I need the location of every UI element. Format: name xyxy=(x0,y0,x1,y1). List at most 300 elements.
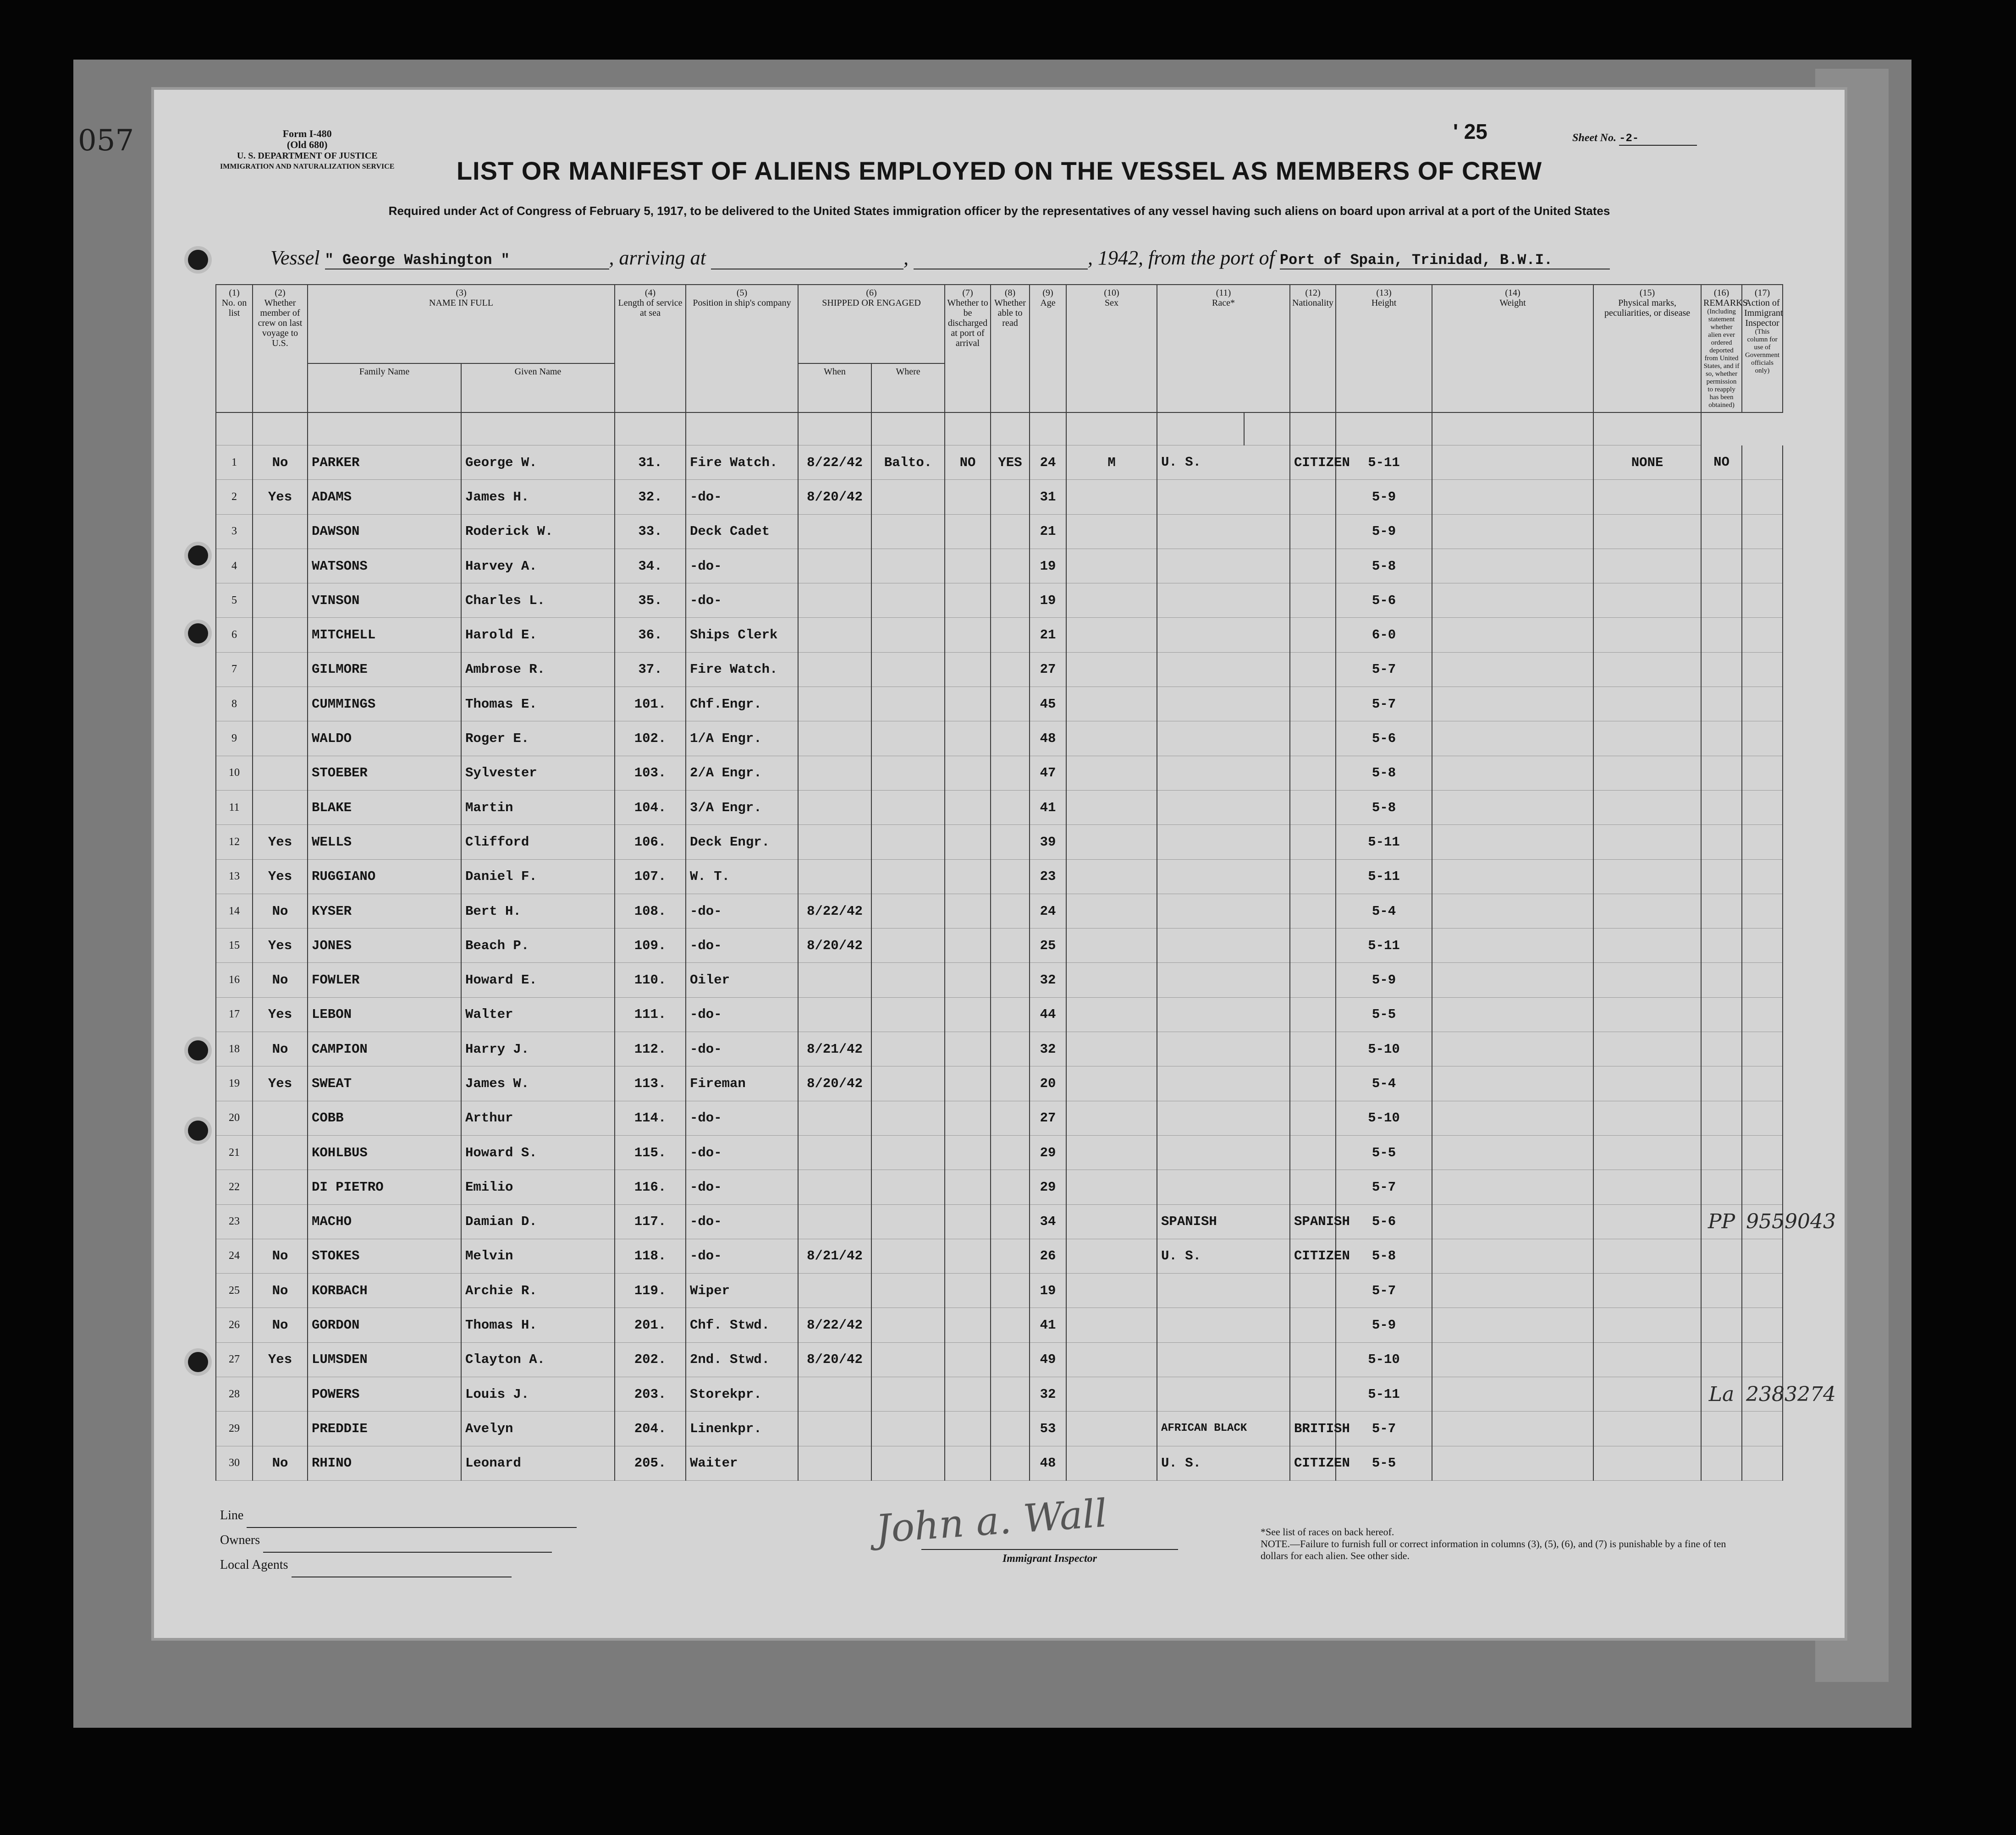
previous-voyage-cell xyxy=(253,583,308,618)
inspector-action-cell xyxy=(1742,480,1783,514)
given-name-cell: Louis J. xyxy=(461,1377,615,1412)
shipped-when-cell xyxy=(798,721,871,756)
family-name-cell: FOWLER xyxy=(308,963,461,997)
position-cell: Chf.Engr. xyxy=(686,687,798,721)
position-cell: -do- xyxy=(686,997,798,1032)
able-to-read-cell xyxy=(991,583,1030,618)
shipped-when-cell xyxy=(798,652,871,687)
previous-voyage-cell: Yes xyxy=(253,1066,308,1101)
age-cell: 24 xyxy=(1030,445,1066,480)
height-cell: 5-11 xyxy=(1336,928,1432,963)
able-to-read-cell xyxy=(991,1308,1030,1342)
shipped-when-cell xyxy=(798,618,871,652)
sex-cell xyxy=(1066,721,1157,756)
family-name-cell: WELLS xyxy=(308,825,461,859)
race-cell xyxy=(1157,963,1290,997)
sheet-number xyxy=(1572,132,1697,146)
weight-cell xyxy=(1432,583,1593,618)
sex-cell xyxy=(1066,894,1157,928)
sex-cell xyxy=(1066,1239,1157,1273)
remarks-cell xyxy=(1701,1412,1742,1446)
family-name-cell: ADAMS xyxy=(308,480,461,514)
age-cell: 32 xyxy=(1030,963,1066,997)
previous-voyage-cell xyxy=(253,1170,308,1204)
service-length-cell: 112. xyxy=(615,1032,686,1066)
row-number-cell: 15 xyxy=(216,928,253,963)
nationality-cell xyxy=(1290,618,1336,652)
discharged-cell xyxy=(945,859,991,894)
previous-voyage-cell: No xyxy=(253,963,308,997)
service-length-cell: 117. xyxy=(615,1204,686,1239)
able-to-read-cell xyxy=(991,790,1030,824)
shipped-when-cell xyxy=(798,1274,871,1308)
able-to-read-cell xyxy=(991,514,1030,549)
race-cell xyxy=(1157,549,1290,583)
family-name-cell: LEBON xyxy=(308,997,461,1032)
binder-hole xyxy=(188,1040,208,1060)
position-cell: -do- xyxy=(686,583,798,618)
nationality-cell: CITIZEN xyxy=(1290,445,1336,480)
given-name-cell: Clayton A. xyxy=(461,1342,615,1377)
shipped-where-cell xyxy=(871,514,945,549)
age-cell: 41 xyxy=(1030,1308,1066,1342)
weight-cell xyxy=(1432,1342,1593,1377)
row-number-cell: 13 xyxy=(216,859,253,894)
weight-cell xyxy=(1432,1412,1593,1446)
physical-marks-cell xyxy=(1593,1170,1701,1204)
race-cell xyxy=(1157,894,1290,928)
shipped-when-cell xyxy=(798,1101,871,1135)
age-cell: 48 xyxy=(1030,721,1066,756)
age-cell: 19 xyxy=(1030,549,1066,583)
discharged-cell xyxy=(945,1135,991,1170)
weight-cell xyxy=(1432,1274,1593,1308)
discharged-cell xyxy=(945,894,991,928)
sex-cell xyxy=(1066,1170,1157,1204)
race-cell xyxy=(1157,1274,1290,1308)
family-name-cell: DAWSON xyxy=(308,514,461,549)
sex-cell xyxy=(1066,652,1157,687)
inspector-action-cell xyxy=(1742,445,1783,480)
remarks-cell xyxy=(1701,894,1742,928)
physical-marks-cell xyxy=(1593,652,1701,687)
physical-marks-cell xyxy=(1593,721,1701,756)
table-row xyxy=(216,825,1783,859)
remarks-cell xyxy=(1701,1446,1742,1480)
weight-cell xyxy=(1432,790,1593,824)
shipped-when-cell: 8/20/42 xyxy=(798,928,871,963)
remarks-cell xyxy=(1701,825,1742,859)
inspector-action-cell xyxy=(1742,825,1783,859)
discharged-cell xyxy=(945,549,991,583)
race-cell xyxy=(1157,825,1290,859)
race-cell xyxy=(1157,652,1290,687)
shipped-where-cell xyxy=(871,1308,945,1342)
family-name-cell: SWEAT xyxy=(308,1066,461,1101)
height-cell: 5-11 xyxy=(1336,445,1432,480)
discharged-cell xyxy=(945,1239,991,1273)
row-number-cell: 6 xyxy=(216,618,253,652)
previous-voyage-cell: No xyxy=(253,1032,308,1066)
height-cell: 5-8 xyxy=(1336,756,1432,790)
height-cell: 5-7 xyxy=(1336,687,1432,721)
able-to-read-cell xyxy=(991,1135,1030,1170)
row-number-cell: 16 xyxy=(216,963,253,997)
previous-voyage-cell xyxy=(253,756,308,790)
remarks-cell: NO xyxy=(1701,445,1742,480)
discharged-cell xyxy=(945,1170,991,1204)
position-cell: Fire Watch. xyxy=(686,652,798,687)
col-header-11: (11) Race* xyxy=(1157,285,1290,412)
position-cell: -do- xyxy=(686,480,798,514)
previous-voyage-cell xyxy=(253,652,308,687)
height-cell: 5-9 xyxy=(1336,514,1432,549)
family-name-cell: POWERS xyxy=(308,1377,461,1412)
footnotes xyxy=(1261,1526,1746,1562)
sex-cell xyxy=(1066,756,1157,790)
line-field: Line xyxy=(220,1503,577,1528)
height-cell: 5-6 xyxy=(1336,1204,1432,1239)
shipped-where-cell xyxy=(871,1342,945,1377)
previous-voyage-cell: No xyxy=(253,1239,308,1273)
remarks-cell xyxy=(1701,1342,1742,1377)
physical-marks-cell xyxy=(1593,928,1701,963)
shipped-when-cell xyxy=(798,1377,871,1412)
physical-marks-cell xyxy=(1593,687,1701,721)
nationality-cell xyxy=(1290,825,1336,859)
sex-cell xyxy=(1066,1342,1157,1377)
discharged-cell xyxy=(945,825,991,859)
inspector-action-cell xyxy=(1742,1274,1783,1308)
family-name-cell: GILMORE xyxy=(308,652,461,687)
age-cell: 19 xyxy=(1030,1274,1066,1308)
race-cell xyxy=(1157,997,1290,1032)
remarks-cell xyxy=(1701,721,1742,756)
position-cell: Linenkpr. xyxy=(686,1412,798,1446)
age-cell: 53 xyxy=(1030,1412,1066,1446)
weight-cell xyxy=(1432,1066,1593,1101)
able-to-read-cell xyxy=(991,963,1030,997)
age-cell: 47 xyxy=(1030,756,1066,790)
row-number-cell: 7 xyxy=(216,652,253,687)
race-cell xyxy=(1157,721,1290,756)
physical-marks-cell: NONE xyxy=(1593,445,1701,480)
age-cell: 34 xyxy=(1030,1204,1066,1239)
discharged-cell xyxy=(945,997,991,1032)
given-name-cell: Clifford xyxy=(461,825,615,859)
document-subtitle: Required under Act of Congress of February 5, 1917, to be delivered to the United States immigration officer by the representatives of any vessel having such aliens on board upon arrival at a port of the United States xyxy=(388,204,1610,218)
previous-voyage-cell: Yes xyxy=(253,928,308,963)
physical-marks-cell xyxy=(1593,618,1701,652)
position-cell: 1/A Engr. xyxy=(686,721,798,756)
shipped-where-cell xyxy=(871,1274,945,1308)
service-length-cell: 108. xyxy=(615,894,686,928)
physical-marks-cell xyxy=(1593,1101,1701,1135)
given-name-cell: Howard S. xyxy=(461,1135,615,1170)
weight-cell xyxy=(1432,997,1593,1032)
service-length-cell: 111. xyxy=(615,997,686,1032)
shipped-when-cell: 8/21/42 xyxy=(798,1032,871,1066)
able-to-read-cell xyxy=(991,1412,1030,1446)
crew-manifest-table xyxy=(215,284,1836,1481)
inspector-action-cell xyxy=(1742,1308,1783,1342)
previous-voyage-cell xyxy=(253,1101,308,1135)
table-row xyxy=(216,687,1783,721)
sex-cell xyxy=(1066,1308,1157,1342)
family-name-cell: KYSER xyxy=(308,894,461,928)
given-name-cell: Arthur xyxy=(461,1101,615,1135)
given-name-cell: Thomas H. xyxy=(461,1308,615,1342)
given-name-cell: George W. xyxy=(461,445,615,480)
height-cell: 5-5 xyxy=(1336,997,1432,1032)
age-cell: 44 xyxy=(1030,997,1066,1032)
given-name-cell: James H. xyxy=(461,480,615,514)
age-cell: 49 xyxy=(1030,1342,1066,1377)
able-to-read-cell xyxy=(991,894,1030,928)
given-name-cell: Damian D. xyxy=(461,1204,615,1239)
service-length-cell: 37. xyxy=(615,652,686,687)
shipped-where-cell xyxy=(871,997,945,1032)
row-number-cell: 3 xyxy=(216,514,253,549)
height-cell: 5-6 xyxy=(1336,583,1432,618)
shipped-where-cell xyxy=(871,721,945,756)
penalty-note: NOTE.—Failure to furnish full or correct information in columns (3), (5), (6), and (7) is punishable by a fine of ten dollars for each alien. See other side. xyxy=(1261,1538,1726,1561)
shipped-where-cell xyxy=(871,790,945,824)
inspector-signature: John a. Wall xyxy=(874,1490,1109,1552)
age-cell: 32 xyxy=(1030,1032,1066,1066)
inspector-action-cell xyxy=(1742,963,1783,997)
remarks-cell xyxy=(1701,1135,1742,1170)
age-cell: 45 xyxy=(1030,687,1066,721)
shipped-where-cell xyxy=(871,756,945,790)
shipped-when-cell: 8/20/42 xyxy=(798,1342,871,1377)
table-row xyxy=(216,1446,1783,1480)
remarks-cell xyxy=(1701,1274,1742,1308)
position-cell: -do- xyxy=(686,1170,798,1204)
service-length-cell: 118. xyxy=(615,1239,686,1273)
height-cell: 5-10 xyxy=(1336,1342,1432,1377)
able-to-read-cell xyxy=(991,618,1030,652)
service-length-cell: 109. xyxy=(615,928,686,963)
family-name-cell: WATSONS xyxy=(308,549,461,583)
nationality-cell: CITIZEN xyxy=(1290,1446,1336,1480)
position-cell: 2/A Engr. xyxy=(686,756,798,790)
col-header-3: (3) NAME IN FULL xyxy=(308,285,615,363)
height-cell: 5-11 xyxy=(1336,859,1432,894)
nationality-cell xyxy=(1290,1342,1336,1377)
inspector-action-cell xyxy=(1742,1170,1783,1204)
row-number-cell: 23 xyxy=(216,1204,253,1239)
shipped-where-cell xyxy=(871,894,945,928)
sex-cell xyxy=(1066,928,1157,963)
service-length-cell: 110. xyxy=(615,963,686,997)
vessel-line xyxy=(270,245,1696,271)
manifest-sheet xyxy=(78,87,1847,1641)
physical-marks-cell xyxy=(1593,1239,1701,1273)
remarks-cell xyxy=(1701,859,1742,894)
discharged-cell xyxy=(945,480,991,514)
physical-marks-cell xyxy=(1593,514,1701,549)
family-name-cell: WALDO xyxy=(308,721,461,756)
col-header-5: (5) Position in ship's company xyxy=(686,285,798,412)
height-cell: 5-4 xyxy=(1336,1066,1432,1101)
row-number-cell: 2 xyxy=(216,480,253,514)
able-to-read-cell xyxy=(991,756,1030,790)
shipped-where-cell: Balto. xyxy=(871,445,945,480)
physical-marks-cell xyxy=(1593,1342,1701,1377)
shipped-where-cell xyxy=(871,1170,945,1204)
family-name-cell: CUMMINGS xyxy=(308,687,461,721)
weight-cell xyxy=(1432,825,1593,859)
inspector-action-cell xyxy=(1742,928,1783,963)
height-cell: 5-10 xyxy=(1336,1032,1432,1066)
given-name-cell: Archie R. xyxy=(461,1274,615,1308)
physical-marks-cell xyxy=(1593,894,1701,928)
previous-voyage-cell xyxy=(253,1135,308,1170)
table-row xyxy=(216,1308,1783,1342)
previous-voyage-cell xyxy=(253,1204,308,1239)
weight-cell xyxy=(1432,1204,1593,1239)
local-agents-field: Local Agents xyxy=(220,1553,577,1577)
inspector-action-cell xyxy=(1742,1446,1783,1480)
physical-marks-cell xyxy=(1593,825,1701,859)
given-name-cell: James W. xyxy=(461,1066,615,1101)
position-cell: -do- xyxy=(686,549,798,583)
shipped-where-cell xyxy=(871,480,945,514)
shipped-when-cell xyxy=(798,687,871,721)
physical-marks-cell xyxy=(1593,859,1701,894)
previous-voyage-cell: Yes xyxy=(253,1342,308,1377)
race-cell: AFRICAN BLACK xyxy=(1157,1412,1290,1446)
given-name-cell: Charles L. xyxy=(461,583,615,618)
weight-cell xyxy=(1432,549,1593,583)
able-to-read-cell: YES xyxy=(991,445,1030,480)
table-row xyxy=(216,583,1783,618)
position-cell: -do- xyxy=(686,1204,798,1239)
previous-voyage-cell xyxy=(253,721,308,756)
discharged-cell xyxy=(945,1274,991,1308)
weight-cell xyxy=(1432,1170,1593,1204)
able-to-read-cell xyxy=(991,825,1030,859)
inspector-action-cell xyxy=(1742,1101,1783,1135)
discharged-cell xyxy=(945,1412,991,1446)
table-row xyxy=(216,549,1783,583)
sex-cell xyxy=(1066,790,1157,824)
remarks-cell xyxy=(1701,1308,1742,1342)
col-header-2: (2) Whether member of crew on last voyage to U.S. xyxy=(253,285,308,412)
able-to-read-cell xyxy=(991,480,1030,514)
nationality-cell xyxy=(1290,721,1336,756)
remarks-cell xyxy=(1701,583,1742,618)
discharged-cell xyxy=(945,1204,991,1239)
row-number-cell: 28 xyxy=(216,1377,253,1412)
sex-cell xyxy=(1066,1032,1157,1066)
service-length-cell: 36. xyxy=(615,618,686,652)
inspector-action-cell xyxy=(1742,859,1783,894)
age-cell: 24 xyxy=(1030,894,1066,928)
previous-voyage-cell: No xyxy=(253,1308,308,1342)
previous-voyage-cell xyxy=(253,1412,308,1446)
given-name-cell: Daniel F. xyxy=(461,859,615,894)
departure-port: Port of Spain, Trinidad, B.W.I. xyxy=(1280,252,1610,269)
table-row xyxy=(216,652,1783,687)
able-to-read-cell xyxy=(991,1239,1030,1273)
inspector-action-cell xyxy=(1742,1135,1783,1170)
shipped-when-cell xyxy=(798,1204,871,1239)
sex-cell xyxy=(1066,1066,1157,1101)
race-cell xyxy=(1157,1135,1290,1170)
physical-marks-cell xyxy=(1593,583,1701,618)
shipped-when-cell: 8/20/42 xyxy=(798,480,871,514)
row-number-cell: 17 xyxy=(216,997,253,1032)
manifest-body xyxy=(216,412,1836,1480)
table-row xyxy=(216,790,1783,824)
family-name-cell: MITCHELL xyxy=(308,618,461,652)
weight-cell xyxy=(1432,894,1593,928)
shipped-when-cell xyxy=(798,825,871,859)
position-cell: Chf. Stwd. xyxy=(686,1308,798,1342)
sheet-value: -2- xyxy=(1619,132,1697,146)
family-name-cell: KORBACH xyxy=(308,1274,461,1308)
form-old-number: (Old 680) xyxy=(286,139,328,150)
race-cell: SPANISH xyxy=(1157,1204,1290,1239)
given-name-cell: Martin xyxy=(461,790,615,824)
service-length-cell: 202. xyxy=(615,1342,686,1377)
vessel-year: , 1942 xyxy=(1087,247,1138,269)
previous-voyage-cell: No xyxy=(253,894,308,928)
sex-cell xyxy=(1066,1412,1157,1446)
service-length-cell: 114. xyxy=(615,1101,686,1135)
age-cell: 48 xyxy=(1030,1446,1066,1480)
table-row xyxy=(216,997,1783,1032)
physical-marks-cell xyxy=(1593,1135,1701,1170)
age-cell: 20 xyxy=(1030,1066,1066,1101)
races-note: *See list of races on back hereof. xyxy=(1261,1526,1394,1538)
shipped-when-cell: 8/20/42 xyxy=(798,1066,871,1101)
position-cell: Oiler xyxy=(686,963,798,997)
nationality-cell xyxy=(1290,1170,1336,1204)
nationality-cell xyxy=(1290,583,1336,618)
weight-cell xyxy=(1432,1239,1593,1273)
sex-cell xyxy=(1066,1101,1157,1135)
physical-marks-cell xyxy=(1593,480,1701,514)
row-number-cell: 11 xyxy=(216,790,253,824)
age-cell: 29 xyxy=(1030,1170,1066,1204)
nationality-cell xyxy=(1290,1032,1336,1066)
previous-voyage-cell xyxy=(253,790,308,824)
col-header-16: (16) REMARKS (Including statement whether alien ever ordered deported from United States, and if so, whether permission to reapply has been obtained) xyxy=(1701,285,1742,412)
nationality-cell: SPANISH xyxy=(1290,1204,1336,1239)
form-department: U. S. DEPARTMENT OF JUSTICE xyxy=(237,151,378,161)
shipped-when-cell xyxy=(798,963,871,997)
nationality-cell xyxy=(1290,790,1336,824)
previous-voyage-cell xyxy=(253,687,308,721)
race-cell xyxy=(1157,583,1290,618)
able-to-read-cell xyxy=(991,721,1030,756)
physical-marks-cell xyxy=(1593,997,1701,1032)
inspector-action-cell xyxy=(1742,1342,1783,1377)
previous-voyage-cell xyxy=(253,549,308,583)
height-cell: 5-10 xyxy=(1336,1101,1432,1135)
age-cell: 31 xyxy=(1030,480,1066,514)
given-name-cell: Harold E. xyxy=(461,618,615,652)
table-row xyxy=(216,514,1783,549)
col-header-17: (17) Action of Immigrant Inspector (This column for use of Government officials only) xyxy=(1742,285,1783,412)
from-port-label: , from the port of xyxy=(1138,247,1275,269)
position-cell: -do- xyxy=(686,1101,798,1135)
nationality-cell xyxy=(1290,1135,1336,1170)
handwritten-id: 057 xyxy=(78,124,134,158)
